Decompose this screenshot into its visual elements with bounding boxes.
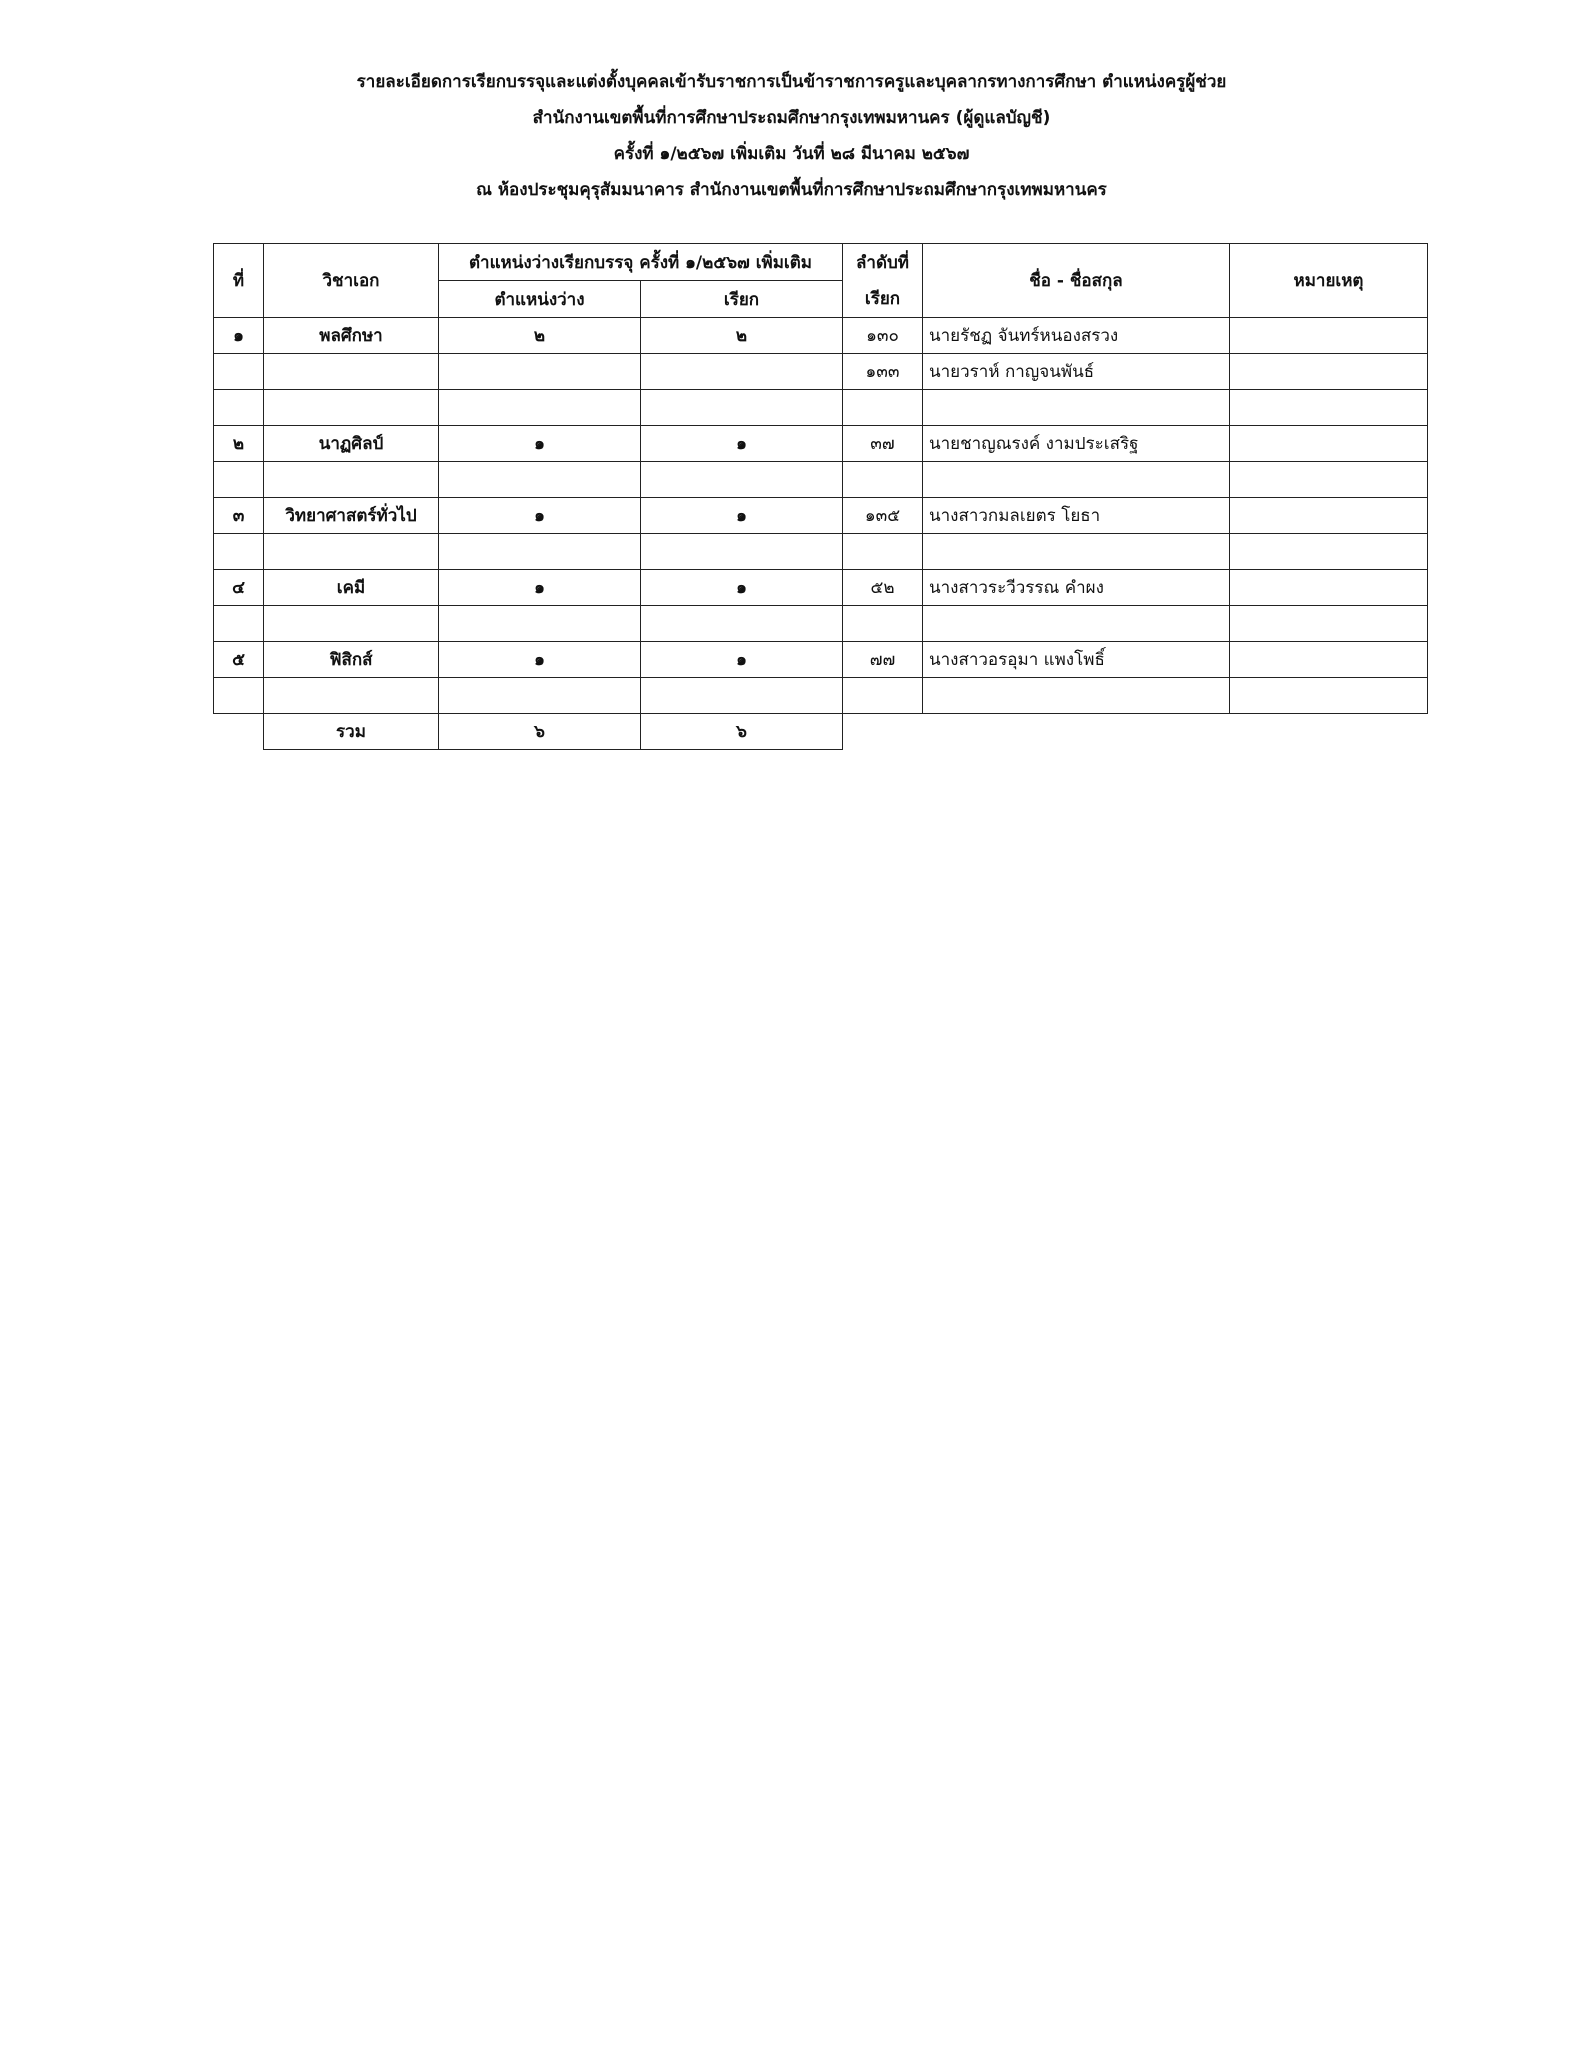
cell-subject <box>264 462 439 498</box>
cell-name: นายรัชฏ จันทร์หนองสรวง <box>923 318 1230 354</box>
cell-no: ๕ <box>214 642 264 678</box>
table-row <box>214 354 1428 390</box>
total-called: ๖ <box>641 714 843 750</box>
cell-name <box>923 606 1230 642</box>
cell-remark <box>1230 678 1428 714</box>
header-venue: ณ ห้องประชุมคุรุสัมมนาคาร สำนักงานเขตพื้นที่การศึกษาประถมศึกษากรุงเทพมหานคร <box>476 180 1107 200</box>
cell-vacancy: ๑ <box>439 570 641 606</box>
cell-remark <box>1230 498 1428 534</box>
header-row <box>214 244 1428 281</box>
col-header-remark: หมายเหตุ <box>1230 244 1428 318</box>
col-header-called: เรียก <box>641 281 843 318</box>
table-row <box>214 534 1428 570</box>
cell-subject <box>264 534 439 570</box>
col-header-no: ที่ <box>214 244 264 318</box>
total-trailing-spacer <box>843 714 1428 750</box>
cell-name: นายชาญณรงค์ งามประเสริฐ <box>923 426 1230 462</box>
cell-rank: ๑๓๓ <box>843 354 923 390</box>
cell-vacancy <box>439 534 641 570</box>
cell-rank <box>843 390 923 426</box>
col-header-rank-line1: ลำดับที่ <box>855 252 909 273</box>
cell-rank: ๕๒ <box>843 570 923 606</box>
cell-rank <box>843 678 923 714</box>
header-office: สำนักงานเขตพื้นที่การศึกษาประถมศึกษากรุงเทพมหานคร (ผู้ดูแลบัญชี) <box>532 108 1051 128</box>
table-row <box>214 426 1428 462</box>
cell-vacancy: ๑ <box>439 426 641 462</box>
header-title: รายละเอียดการเรียกบรรจุและแต่งตั้งบุคคลเข้ารับราชการเป็นข้าราชการครูและบุคลากรทางการศึกษา ตำแหน่งครูผู้ช่วย <box>356 72 1227 92</box>
cell-remark <box>1230 606 1428 642</box>
cell-subject <box>264 678 439 714</box>
cell-subject: วิทยาศาสตร์ทั่วไป <box>264 498 439 534</box>
cell-called: ๑ <box>641 642 843 678</box>
table-row <box>214 390 1428 426</box>
cell-rank: ๗๗ <box>843 642 923 678</box>
cell-subject: นาฏศิลป์ <box>264 426 439 462</box>
cell-subject: พลศึกษา <box>264 318 439 354</box>
col-header-name: ชื่อ - ชื่อสกุล <box>923 244 1230 318</box>
cell-no <box>214 390 264 426</box>
cell-rank <box>843 606 923 642</box>
cell-no <box>214 606 264 642</box>
total-label: รวม <box>264 714 439 750</box>
cell-subject: เคมี <box>264 570 439 606</box>
cell-vacancy: ๒ <box>439 318 641 354</box>
table-row <box>214 570 1428 606</box>
table-row <box>214 678 1428 714</box>
table-row <box>214 462 1428 498</box>
cell-no <box>214 678 264 714</box>
cell-called <box>641 462 843 498</box>
cell-remark <box>1230 570 1428 606</box>
cell-remark <box>1230 354 1428 390</box>
cell-called <box>641 354 843 390</box>
cell-no <box>214 462 264 498</box>
cell-name: นางสาวอรอุมา แพงโพธิ์ <box>923 642 1230 678</box>
cell-vacancy: ๑ <box>439 642 641 678</box>
cell-rank <box>843 534 923 570</box>
cell-no: ๑ <box>214 318 264 354</box>
cell-called: ๒ <box>641 318 843 354</box>
cell-rank: ๑๓๕ <box>843 498 923 534</box>
total-spacer <box>214 714 264 750</box>
cell-vacancy: ๑ <box>439 498 641 534</box>
cell-remark <box>1230 642 1428 678</box>
cell-name <box>923 534 1230 570</box>
cell-vacancy <box>439 462 641 498</box>
cell-name: นางสาวกมลเยตร โยธา <box>923 498 1230 534</box>
cell-remark <box>1230 318 1428 354</box>
cell-called <box>641 678 843 714</box>
cell-vacancy <box>439 354 641 390</box>
cell-called: ๑ <box>641 498 843 534</box>
cell-subject: ฟิสิกส์ <box>264 642 439 678</box>
cell-called <box>641 606 843 642</box>
cell-name: นายวราห์ กาญจนพันธ์ <box>923 354 1230 390</box>
table-row <box>214 642 1428 678</box>
cell-no: ๒ <box>214 426 264 462</box>
cell-subject <box>264 354 439 390</box>
cell-no: ๔ <box>214 570 264 606</box>
cell-name <box>923 462 1230 498</box>
table-row <box>214 318 1428 354</box>
cell-rank: ๑๓๐ <box>843 318 923 354</box>
cell-vacancy <box>439 606 641 642</box>
col-header-vacancy: ตำแหน่งว่าง <box>439 281 641 318</box>
document-header <box>0 64 1583 208</box>
table-row <box>214 606 1428 642</box>
table-body <box>214 244 1428 750</box>
col-header-subject: วิชาเอก <box>264 244 439 318</box>
col-header-rank <box>843 244 923 318</box>
cell-called <box>641 390 843 426</box>
cell-rank <box>843 462 923 498</box>
total-row <box>214 714 1428 750</box>
cell-no: ๓ <box>214 498 264 534</box>
cell-subject <box>264 606 439 642</box>
cell-called: ๑ <box>641 570 843 606</box>
cell-remark <box>1230 426 1428 462</box>
cell-vacancy <box>439 678 641 714</box>
cell-no <box>214 354 264 390</box>
cell-remark <box>1230 534 1428 570</box>
header-session: ครั้งที่ ๑/๒๕๖๗ เพิ่มเติม วันที่ ๒๘ มีนาคม ๒๕๖๗ <box>613 144 970 164</box>
cell-called <box>641 534 843 570</box>
cell-name: นางสาวระวีวรรณ คำผง <box>923 570 1230 606</box>
appointment-table <box>213 243 1428 750</box>
cell-remark <box>1230 462 1428 498</box>
total-vacancy: ๖ <box>439 714 641 750</box>
cell-name <box>923 678 1230 714</box>
col-header-rank-line2: เรียก <box>864 288 901 309</box>
cell-remark <box>1230 390 1428 426</box>
cell-name <box>923 390 1230 426</box>
cell-subject <box>264 390 439 426</box>
cell-no <box>214 534 264 570</box>
table-row <box>214 498 1428 534</box>
cell-called: ๑ <box>641 426 843 462</box>
cell-vacancy <box>439 390 641 426</box>
col-header-vacancy-group: ตำแหน่งว่างเรียกบรรจุ ครั้งที่ ๑/๒๕๖๗ เพิ่มเติม <box>439 244 843 281</box>
cell-rank: ๓๗ <box>843 426 923 462</box>
